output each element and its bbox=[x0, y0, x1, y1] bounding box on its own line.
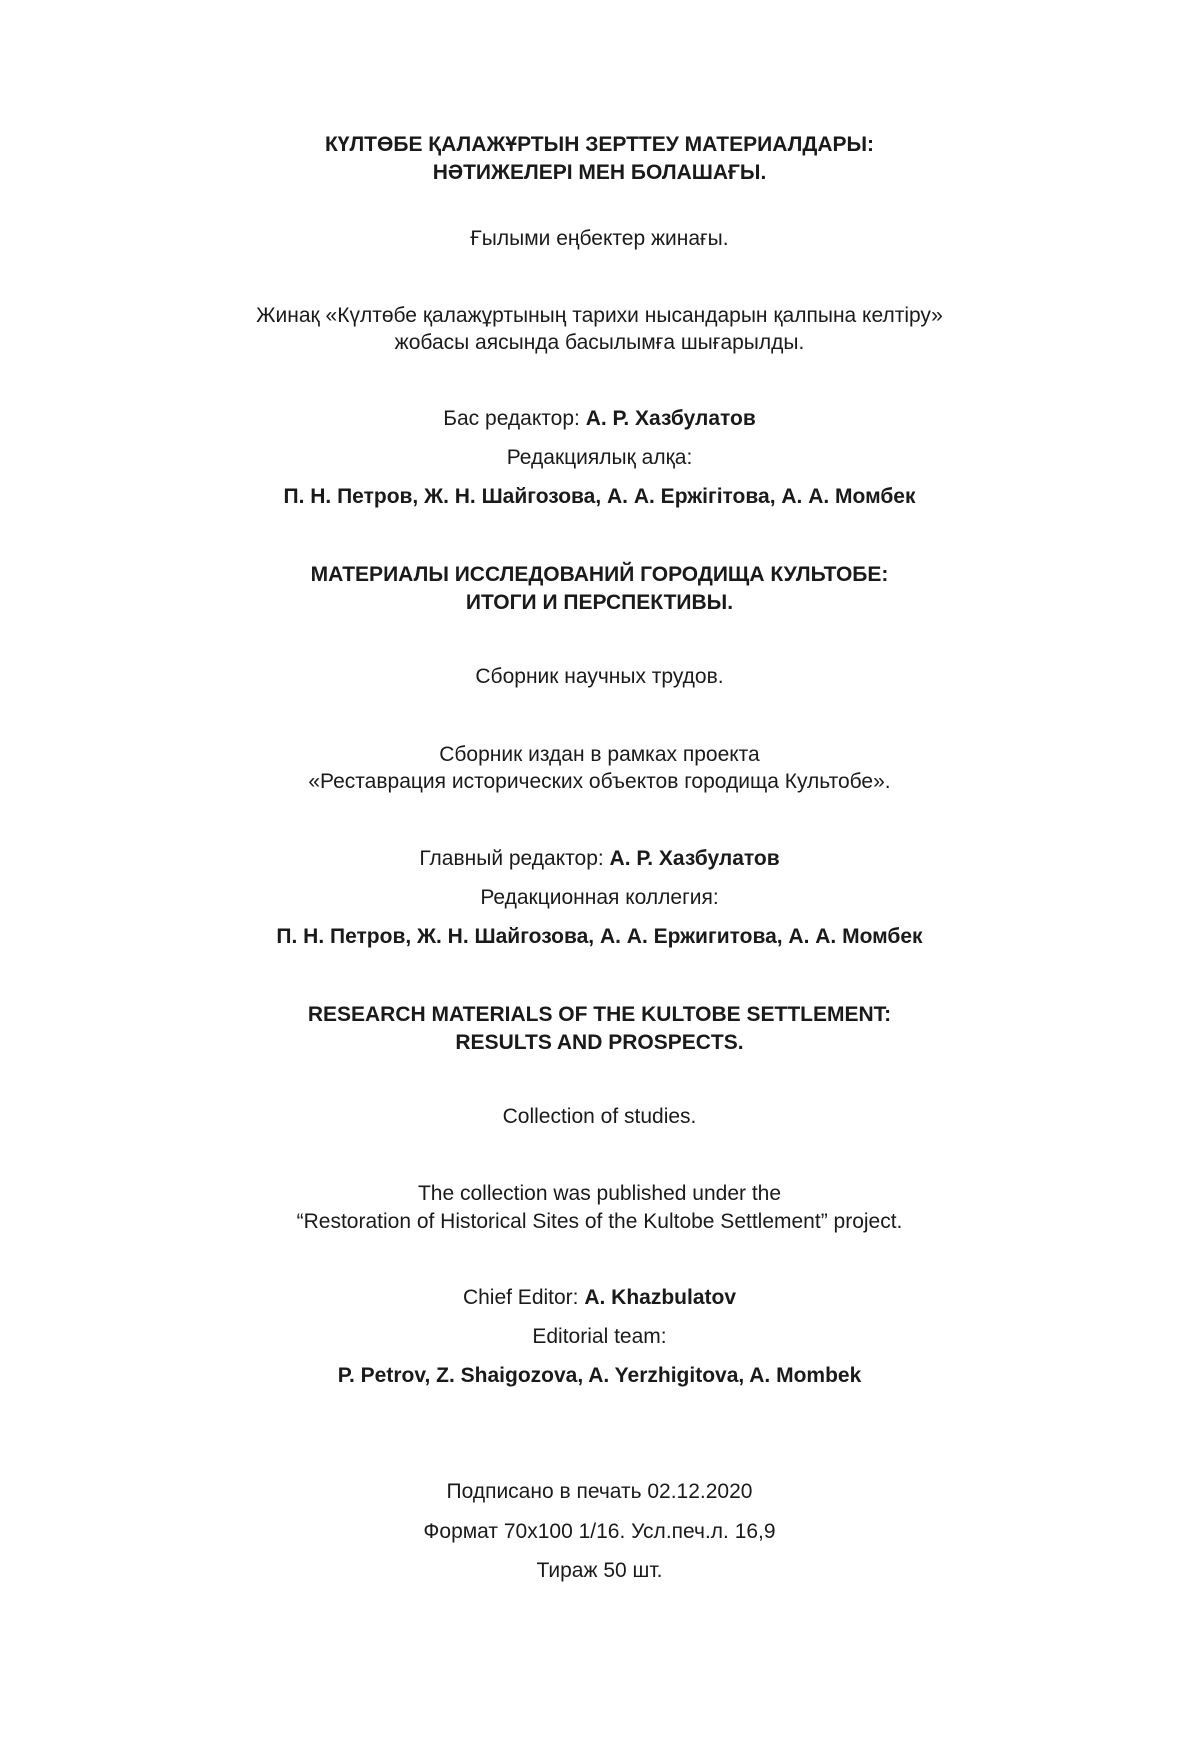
en-note-line-2: “Restoration of Historical Sites of the Kultobe Settlement” project. bbox=[296, 1210, 903, 1233]
en-chief-editor bbox=[0, 1284, 1199, 1312]
imprint-signed: Подписано в печать 02.12.2020 bbox=[446, 1480, 753, 1503]
en-board-names: P. Petrov, Z. Shaigozova, A. Yerzhigitova, A. Mombek bbox=[337, 1364, 862, 1387]
ru-note-line-1: Сборник издан в рамках проекта bbox=[439, 743, 760, 766]
en-chief-editor-name: A. Khazbulatov bbox=[584, 1286, 737, 1309]
kz-chief-editor bbox=[0, 405, 1199, 433]
en-note-line-1: The collection was published under the bbox=[417, 1182, 782, 1205]
ru-chief-editor bbox=[0, 845, 1199, 873]
kz-chief-editor-label: Бас редактор: bbox=[443, 407, 586, 430]
kz-note-line-2: жобасы аясында басылымға шығарылды. bbox=[394, 331, 805, 354]
imprint-print-run: Тираж 50 шт. bbox=[536, 1559, 663, 1582]
kz-chief-editor-name: А. Р. Хазбулатов bbox=[585, 407, 756, 430]
ru-title-line-2: ИТОГИ И ПЕРСПЕКТИВЫ. bbox=[465, 591, 734, 614]
kz-title-line-1: КҮЛТӨБЕ ҚАЛАЖҰРТЫН ЗЕРТТЕУ МАТЕРИАЛДАРЫ: bbox=[324, 133, 875, 156]
en-board-label: Editorial team: bbox=[532, 1325, 667, 1348]
en-title-line-1: RESEARCH MATERIALS OF THE KULTOBE SETTLEMENT: bbox=[307, 1003, 892, 1026]
en-chief-editor-label: Chief Editor: bbox=[462, 1286, 585, 1309]
kz-board-names: П. Н. Петров, Ж. Н. Шайгозова, А. А. Ержігітова, А. А. Момбек bbox=[283, 485, 916, 508]
ru-subtitle: Сборник научных трудов. bbox=[475, 665, 724, 688]
ru-chief-editor-label: Главный редактор: bbox=[419, 847, 610, 870]
ru-note-line-2: «Реставрация исторических объектов городища Культобе». bbox=[308, 770, 891, 793]
kz-board-label: Редакциялық алқа: bbox=[506, 446, 693, 469]
kz-subtitle: Ғылыми еңбектер жинағы. bbox=[470, 227, 729, 250]
en-subtitle: Collection of studies. bbox=[502, 1105, 697, 1128]
en-title-line-2: RESULTS AND PROSPECTS. bbox=[455, 1031, 744, 1054]
ru-board-names: П. Н. Петров, Ж. Н. Шайгозова, А. А. Ержигитова, А. А. Момбек bbox=[276, 925, 923, 948]
ru-chief-editor-name: А. Р. Хазбулатов bbox=[609, 847, 780, 870]
imprint-format: Формат 70х100 1/16. Усл.печ.л. 16,9 bbox=[423, 1520, 776, 1543]
kz-title-line-2: НӘТИЖЕЛЕРІ МЕН БОЛАШАҒЫ. bbox=[432, 161, 767, 184]
ru-title-line-1: МАТЕРИАЛЫ ИССЛЕДОВАНИЙ ГОРОДИЩА КУЛЬТОБЕ: bbox=[310, 563, 889, 586]
ru-board-label: Редакционная коллегия: bbox=[480, 886, 719, 909]
kz-note-line-1: Жинақ «Күлтөбе қалажұртының тарихи нысандарын қалпына келтіру» bbox=[256, 304, 943, 327]
